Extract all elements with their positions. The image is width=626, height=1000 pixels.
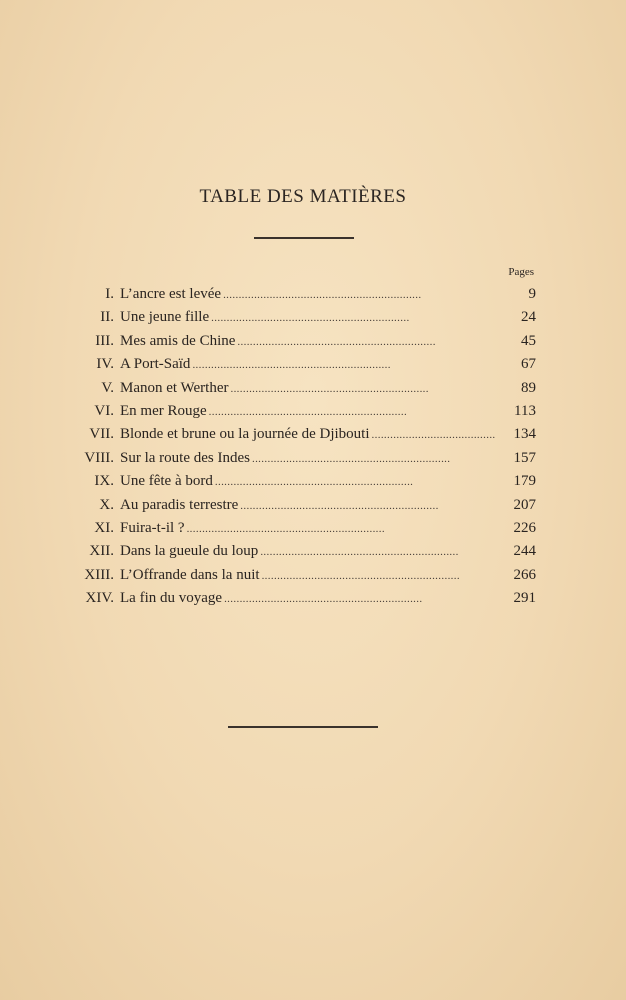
title-divider bbox=[254, 237, 354, 239]
toc-entry bbox=[60, 543, 536, 566]
chapter-number: VIII. bbox=[84, 449, 114, 466]
chapter-title: Une fête à bord bbox=[120, 473, 213, 490]
toc-entry bbox=[60, 450, 536, 473]
chapter-title: Dans la gueule du loup bbox=[120, 543, 259, 560]
chapter-number: XI. bbox=[94, 519, 114, 536]
chapter-number: XIII. bbox=[84, 566, 114, 583]
chapter-page-number: 89 bbox=[521, 379, 536, 396]
chapter-title: La fin du voyage bbox=[120, 590, 223, 607]
toc-entry bbox=[60, 520, 536, 543]
chapter-page-number: 226 bbox=[513, 519, 536, 536]
dot-leader bbox=[260, 546, 496, 558]
toc-entry bbox=[60, 286, 536, 309]
dot-leader bbox=[192, 359, 496, 371]
chapter-number: IX. bbox=[94, 473, 114, 490]
chapter-number: XIV. bbox=[85, 590, 114, 607]
chapter-page-number: 113 bbox=[514, 402, 536, 419]
chapter-page-number: 9 bbox=[528, 286, 536, 302]
chapter-number: VII. bbox=[89, 426, 114, 443]
chapter-page-number: 207 bbox=[513, 496, 536, 513]
chapter-title: Une jeune fille bbox=[120, 309, 210, 326]
dot-leader bbox=[262, 570, 496, 582]
chapter-number: I. bbox=[105, 286, 114, 302]
dot-leader bbox=[209, 406, 496, 418]
chapter-title: Blonde et brune ou la journée de Djibouti bbox=[120, 426, 370, 443]
toc-entry bbox=[60, 473, 536, 496]
chapter-page-number: 179 bbox=[513, 473, 536, 490]
dot-leader bbox=[237, 336, 496, 348]
table-of-contents bbox=[60, 286, 536, 613]
dot-leader bbox=[230, 383, 496, 395]
chapter-number: II. bbox=[100, 309, 114, 326]
closing-divider bbox=[228, 726, 378, 728]
chapter-number: X. bbox=[99, 496, 114, 513]
chapter-page-number: 45 bbox=[521, 332, 536, 349]
page-title: TABLE DES MATIÈRES bbox=[199, 186, 407, 207]
chapter-page-number: 244 bbox=[513, 543, 536, 560]
dot-leader bbox=[211, 312, 496, 324]
dot-leader bbox=[215, 476, 496, 488]
chapter-page-number: 24 bbox=[521, 309, 536, 326]
toc-entry bbox=[60, 426, 536, 449]
toc-entry bbox=[60, 497, 536, 520]
chapter-number: V. bbox=[101, 379, 114, 396]
chapter-title: Mes amis de Chine bbox=[120, 332, 236, 349]
chapter-number: XII. bbox=[89, 543, 114, 560]
pages-column-label: Pages bbox=[508, 266, 534, 278]
chapter-title: L’ancre est levée bbox=[120, 286, 222, 302]
chapter-number: III. bbox=[95, 332, 114, 349]
chapter-title: A Port-Saïd bbox=[120, 356, 191, 373]
chapter-page-number: 291 bbox=[513, 590, 536, 607]
toc-entry bbox=[60, 333, 536, 356]
chapter-title: Fuira-t-il ? bbox=[120, 519, 185, 536]
dot-leader bbox=[224, 593, 496, 605]
dot-leader bbox=[252, 453, 496, 465]
chapter-page-number: 157 bbox=[513, 449, 536, 466]
chapter-number: VI. bbox=[94, 402, 114, 419]
chapter-page-number: 134 bbox=[513, 426, 536, 443]
chapter-title: Au paradis terrestre bbox=[120, 496, 239, 513]
toc-entry bbox=[60, 567, 536, 590]
chapter-title: Manon et Werther bbox=[120, 379, 229, 396]
chapter-page-number: 266 bbox=[513, 566, 536, 583]
chapter-number: IV. bbox=[96, 356, 114, 373]
toc-entry bbox=[60, 356, 536, 379]
toc-entry bbox=[60, 309, 536, 332]
chapter-title: Sur la route des Indes bbox=[120, 449, 250, 466]
dot-leader bbox=[240, 500, 496, 512]
chapter-title: L’Offrande dans la nuit bbox=[120, 566, 260, 583]
toc-entry bbox=[60, 403, 536, 426]
toc-entry bbox=[60, 590, 536, 613]
dot-leader bbox=[372, 429, 496, 441]
chapter-title: En mer Rouge bbox=[120, 402, 207, 419]
dot-leader bbox=[187, 523, 496, 535]
toc-entry bbox=[60, 380, 536, 403]
chapter-page-number: 67 bbox=[521, 356, 536, 373]
dot-leader bbox=[223, 289, 496, 301]
